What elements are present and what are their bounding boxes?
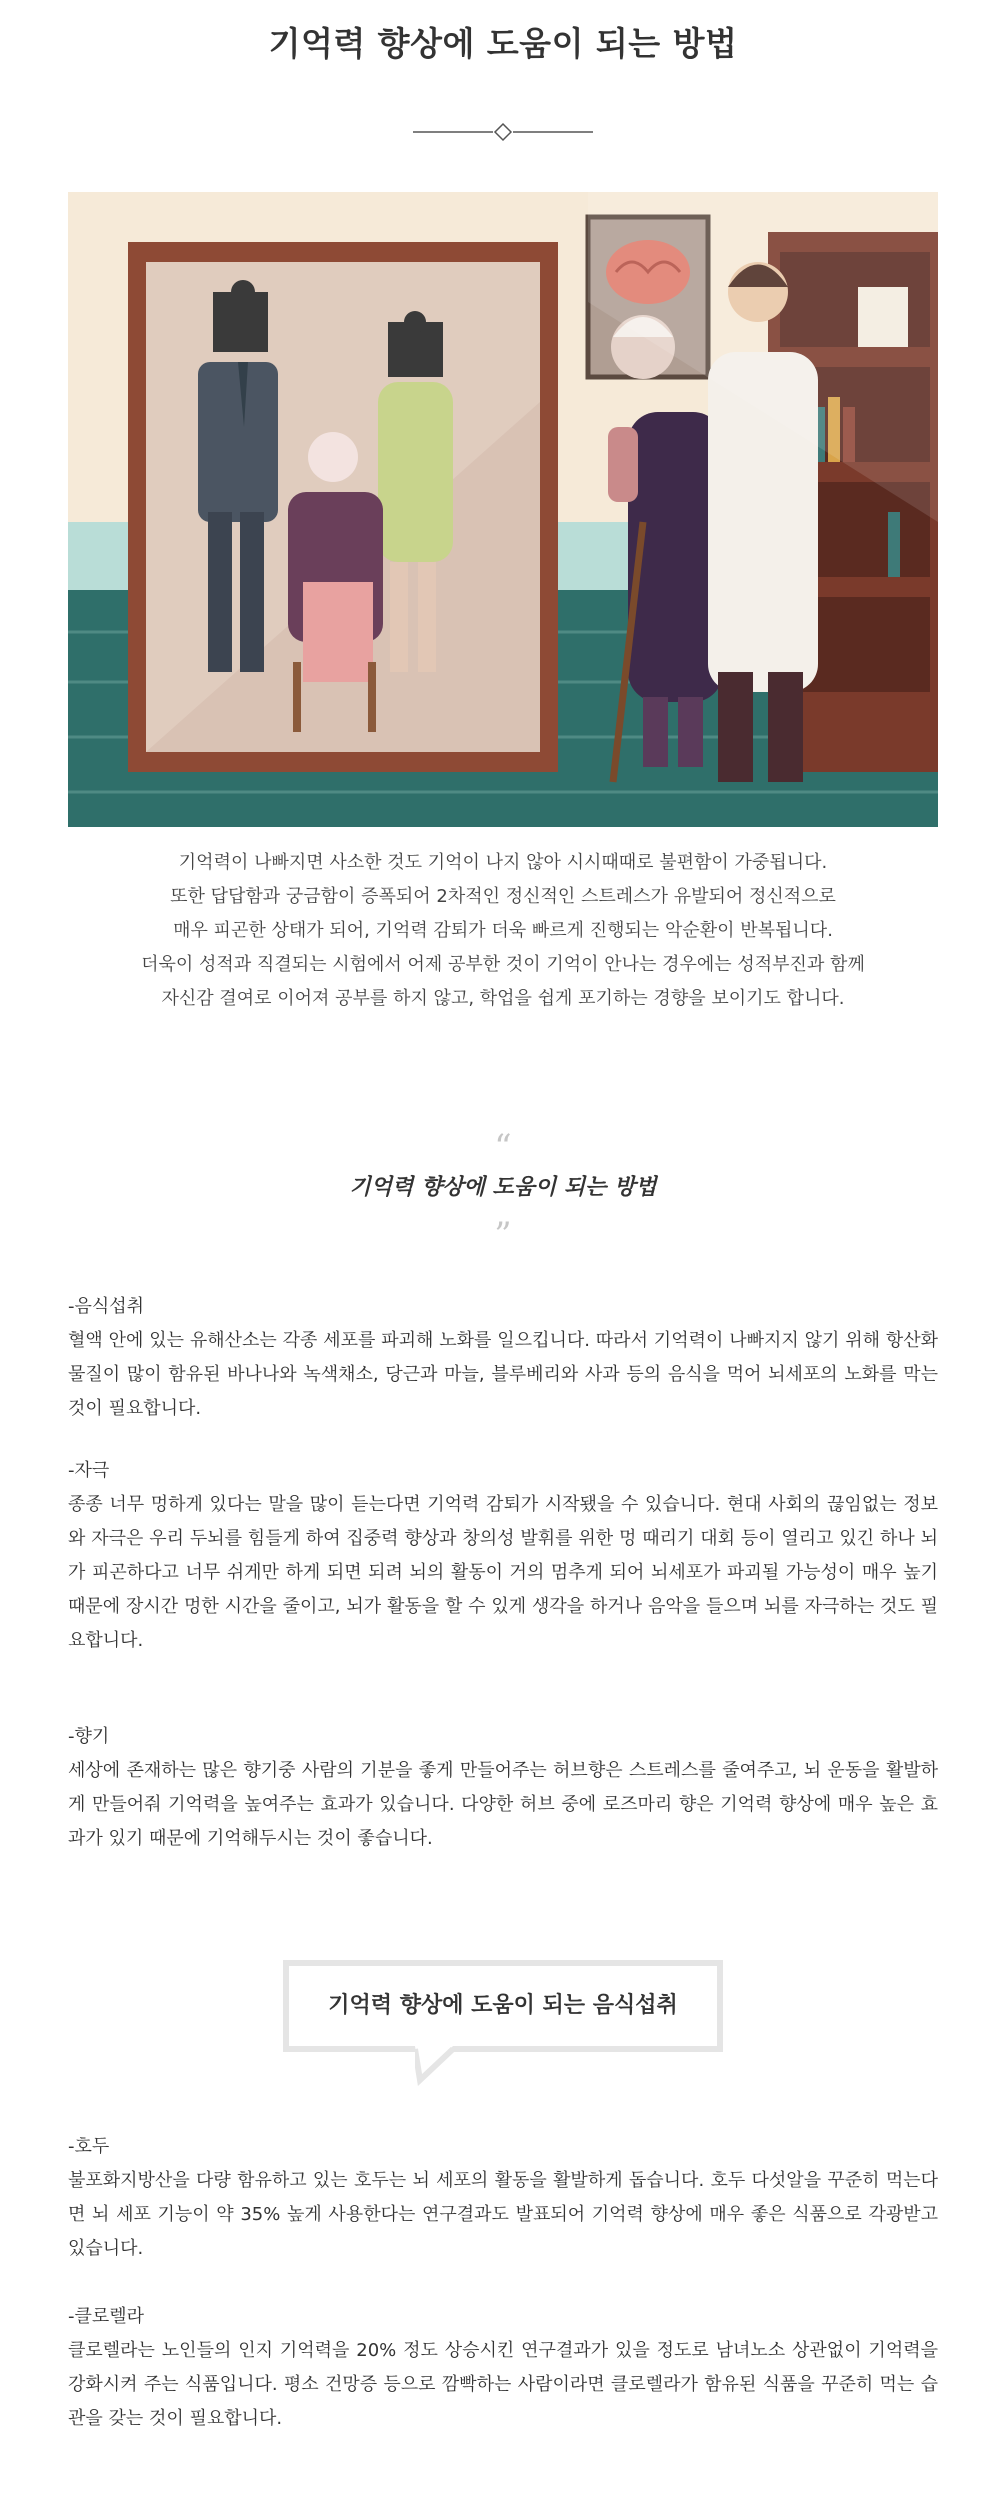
intro-paragraph xyxy=(68,846,938,1016)
food-body: 클로렐라는 노인들의 인지 기억력을 20% 정도 상승시킨 연구결과가 있을 정도로 남녀노소 상관없이 기억력을 강화시켜 주는 식품입니다. 평소 건망증 등으로 깜빡하는 사람이라면 클로렐라가 함유된 식품을 꾸준히 먹는 습관을 갖는 것이 필요합니다. xyxy=(68,2340,938,2429)
section-heading: -음식섭취 xyxy=(68,1296,145,1317)
intro-line: 더욱이 성적과 직결되는 시험에서 어제 공부한 것이 기억이 안나는 경우에는 성적부진과 함께 xyxy=(141,954,865,975)
title-divider xyxy=(413,120,593,144)
section-body: 세상에 존재하는 많은 향기중 사람의 기분을 좋게 만들어주는 허브향은 스트레스를 줄여주고, 뇌 운동을 활발하게 만들어줘 기억력을 높여주는 효과가 있습니다. 다양한 허브 중에 로즈마리 향은 기억력 향상에 매우 높은 효과가 있기 때문에 기억해두시는 것이 좋습니다. xyxy=(68,1760,938,1849)
section-body: 혈액 안에 있는 유해산소는 각종 세포를 파괴해 노화를 일으킵니다. 따라서 기억력이 나빠지지 않기 위해 항산화물질이 많이 함유된 바나나와 녹색채소, 당근과 마늘, 블루베리와 사과 등의 음식을 먹어 뇌세포의 노화를 막는 것이 필요합니다. xyxy=(68,1330,938,1419)
section-food-intake xyxy=(68,1290,938,1426)
food-heading: -클로렐라 xyxy=(68,2306,145,2327)
intro-line: 또한 답답함과 궁금함이 증폭되어 2차적인 정신적인 스트레스가 유발되어 정신적으로 xyxy=(170,886,836,907)
food-body: 불포화지방산을 다량 함유하고 있는 호두는 뇌 세포의 활동을 활발하게 돕습니다. 호두 다섯알을 꾸준히 먹는다면 뇌 세포 기능이 약 35% 높게 사용한다는 연구결과도 발표되어 기억력 향상에 매우 좋은 식품으로 각광받고 있습니다. xyxy=(68,2170,938,2259)
intro-line: 자신감 결여로 이어져 공부를 하지 않고, 학업을 쉽게 포기하는 경향을 보이기도 합니다. xyxy=(161,988,845,1009)
intro-line: 기억력이 나빠지면 사소한 것도 기억이 나지 않아 시시때때로 불편함이 가중됩니다. xyxy=(178,852,828,873)
speech-bubble-tail xyxy=(415,2046,475,2086)
intro-line: 매우 피곤한 상태가 되어, 기억력 감퇴가 더욱 빠르게 진행되는 악순환이 반복됩니다. xyxy=(173,920,833,941)
section-body: 종종 너무 멍하게 있다는 말을 많이 듣는다면 기억력 감퇴가 시작됐을 수 있습니다. 현대 사회의 끊임없는 정보와 자극은 우리 두뇌를 힘들게 하여 집중력 향상과 창의성 발휘를 위한 멍 때리기 대회 등이 열리고 있긴 하나 뇌가 피곤하다고 너무 쉬게만 하게 되면 되려 뇌의 활동이 거의 멈추게 되어 뇌세포가 파괴될 가능성이 매우 높기 때문에 장시간 멍한 시간을 줄이고, 뇌가 활동을 할 수 있게 생각을 하거나 음악을 들으며 뇌를 자극하는 것도 필요합니다. xyxy=(68,1494,938,1651)
section-heading: -자극 xyxy=(68,1460,110,1481)
section-stimulation xyxy=(68,1454,938,1658)
speech-bubble-heading xyxy=(283,1960,723,2052)
food-heading: -호두 xyxy=(68,2136,110,2157)
section-heading: -향기 xyxy=(68,1726,110,1747)
food-walnut xyxy=(68,2130,938,2266)
open-quote-icon: “ xyxy=(494,1127,512,1167)
section-scent xyxy=(68,1720,938,1856)
food-chlorella xyxy=(68,2300,938,2436)
subheading: 기억력 향상에 도움이 되는 음식섭취 xyxy=(328,1993,678,2018)
close-quote-icon: ” xyxy=(494,1215,512,1255)
quote-heading: 기억력 향상에 도움이 되는 방법 xyxy=(349,1175,657,1200)
article-title: 기억력 향상에 도움이 되는 방법 xyxy=(268,24,738,63)
memory-loss-illustration xyxy=(68,192,938,827)
